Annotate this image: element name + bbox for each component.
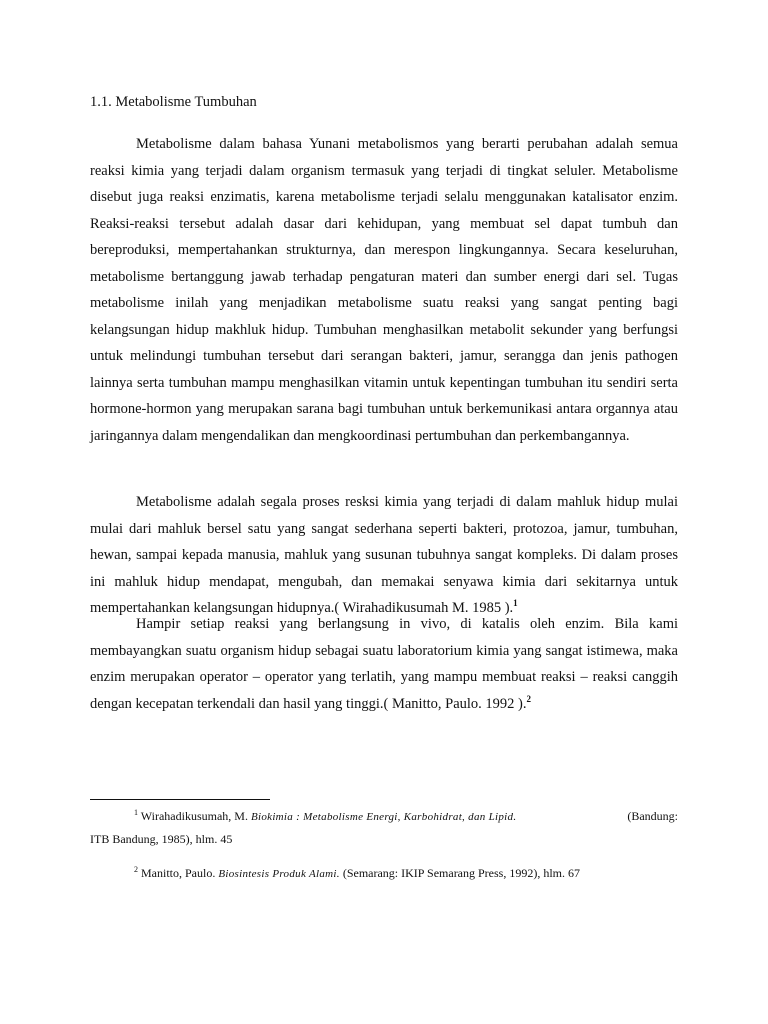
paragraph-1 xyxy=(90,131,678,449)
footnote-1-mark: 1 xyxy=(134,808,138,817)
footnote-2-author: Manitto, Paulo. xyxy=(141,866,216,880)
footnote-1-publisher-start: (Bandung: xyxy=(627,809,678,823)
footnote-1-publisher-rest: ITB Bandung, 1985), hlm. 45 xyxy=(90,832,233,846)
footnote-reference-1[interactable]: 1 xyxy=(513,598,518,609)
paragraph-3 xyxy=(90,611,678,717)
paragraph-2-text: Metabolisme adalah segala proses resksi kimia yang terjadi di dalam mahluk hidup mulai mulai dari mahluk bersel satu yang sangat sederhana seperti bakteri, protozoa, jamur, tumbuhan, hewan, sampai kepada manusia, mahluk yang susunan tubuhnya sangat kompleks. Di dalam proses ini mahluk hidup mendapat, mengubah, dan memakai senyawa kimia dari sekitarnya untuk mempertahankan kelangsungan hidupnya.( Wirahadikusumah M. 1985 ). xyxy=(90,494,678,616)
footnote-2 xyxy=(90,862,678,885)
footnote-1-line-1 xyxy=(90,805,678,828)
footnote-2-publisher: (Semarang: IKIP Semarang Press, 1992), hlm. 67 xyxy=(342,866,581,880)
footnote-separator xyxy=(90,799,270,800)
section-heading: 1.1. Metabolisme Tumbuhan xyxy=(90,94,257,110)
footnote-2-mark: 2 xyxy=(134,865,138,874)
paragraph-1-text: Metabolisme dalam bahasa Yunani metabolismos yang berarti perubahan adalah semua reaksi kimia yang terjadi dalam organism termasuk yang terjadi di tingkat seluler. Metabolisme disebut juga reaksi enzimatis, karena metabolisme terjadi selalu menggunakan katalisator enzim. Reaksi-reaksi tersebut adalah dasar dari kehidupan, yang membuat sel dapat tumbuh dan bereproduksi, mempertahankan strukturnya, dan merespon lingkungannya. Secara keseluruhan, metabolisme bertanggung jawab terhadap pengaturan materi dan sumber energi dari sel. Tugas metabolisme inilah yang menjadikan metabolisme suatu reaksi yang sangat penting bagi kelangsungan hidup makhluk hidup. Tumbuhan menghasilkan metabolit sekunder yang berfungsi untuk melindungi tumbuhan tersebut dari serangan bakteri, jamur, serangga dan jenis pathogen lainnya serta tumbuhan mampu menghasilkan vitamin untuk kepentingan tumbuhan itu sendiri serta hormone-hormon yang merupakan sarana bagi tumbuhan untuk berkemunikasi antara organnya atau jaringannya dalam mengendalikan dan mengkoordinasi pertumbuhan dan perkembangannya. xyxy=(90,136,678,444)
footnote-1 xyxy=(90,805,678,850)
footnote-1-title: Biokimia : Metabolisme Energi, Karbohidrat, dan Lipid. xyxy=(250,811,517,823)
footnote-1-author: Wirahadikusumah, M. xyxy=(140,809,248,823)
footnote-2-title: Biosintesis Produk Alami. xyxy=(218,868,340,880)
footnote-reference-2[interactable]: 2 xyxy=(526,693,531,704)
footnote-1-citation xyxy=(90,805,516,828)
paragraph-2 xyxy=(90,489,678,622)
paragraph-3-text: Hampir setiap reaksi yang berlangsung in vivo, di katalis oleh enzim. Bila kami membayangkan suatu organism hidup sebagai suatu laboratorium kimia yang sangat istimewa, maka enzim merupakan operator – operator yang terlatih, yang mampu membuat reaksi – reaksi canggih dengan kecepatan terkendali dan hasil yang tinggi.( Manitto, Paulo. 1992 ). xyxy=(90,616,678,712)
